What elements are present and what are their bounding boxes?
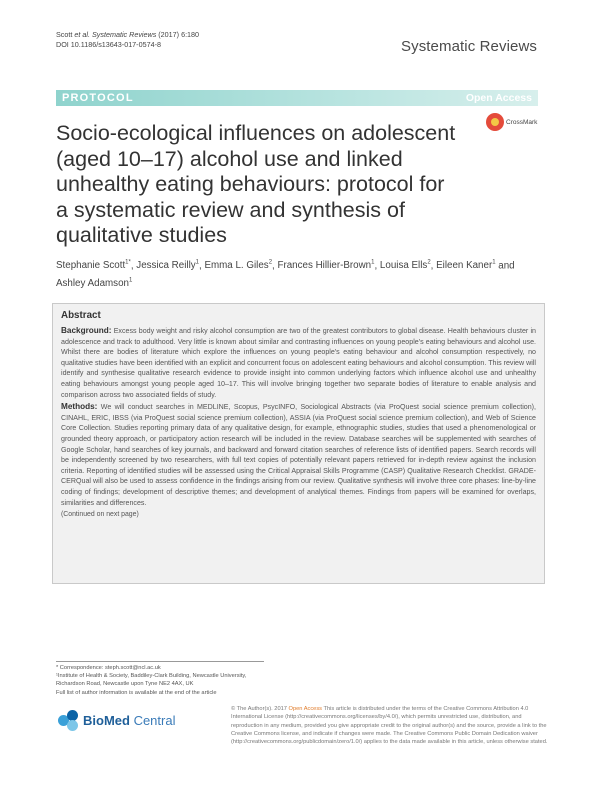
author[interactable] (56, 278, 132, 289)
author[interactable] (277, 260, 374, 271)
author-name: Eileen Kaner (436, 260, 493, 272)
article-title: Socio-ecological influences on adolescent (aged 10–17) alcohol use and linked unhealthy eating behaviours: protocol for a systematic review and synthesis of qualitative studies (56, 121, 456, 247)
author-affiliation: 1* (125, 260, 131, 266)
background-label: Background: (61, 326, 112, 335)
crossmark-icon (486, 113, 504, 131)
author-affiliation: 1 (492, 260, 496, 266)
license-statement (231, 705, 549, 746)
citation-volume: (2017) 6:180 (156, 30, 200, 39)
citation-etal: et al. (74, 30, 90, 39)
author[interactable] (204, 260, 272, 271)
license-text: This article is distributed under the terms of the Creative Commons Attribution 4.0 International License (http://creativecommons.org/licenses/by/4.0/), which permits unrestricted use, distribution, and reproduction in any medium, provided you give appropriate credit to the original author(s) and the source, provide a link to the Creative Commons license, and indicate if changes were made. The Creative Commons Public Domain Dedication waiver (http://creativecommons.org/publicdomain/zero/1.0/) applies to the data made available in this article, unless otherwise stated. (231, 706, 548, 746)
continued-note: (Continued on next page) (61, 511, 139, 519)
abstract-background (61, 326, 536, 400)
logo-text-bold: BioMed (83, 713, 130, 728)
author-name: Frances Hillier-Brown (277, 260, 372, 272)
author-affiliation: 2 (268, 260, 273, 266)
methods-text: We will conduct searches in MEDLINE, Scopus, PsycINFO, Sociological Abstracts (via ProQuest social science premium collection), CINAHL, ERIC, IBSS (via ProQuest social science premium collection), ASSIA (via ProQuest social science premium collection), and Web of Science Core Collection. Studies reporting primary data of any qualitative design, for example, ethnographic studies, studies that used a phenomenological or grounded theory approach, or participatory action research will be included in the review. Database searches will be supplemented with searches of Google Scholar, hand searches of key journals, and backward and forward citation searches of reference lists of identified papers. Search records will be independently screened by two researchers, with full text copies of potentially relevant papers retrieved for in-depth review against the inclusion criteria. Reporting of identified studies will be assessed using the Critical Appraisal Skills Programme (CASP) Qualitative Research Checklist. GRADE-CERQual will also be used to assess confidence in the findings arising from our review. Qualitative synthesis will involve three core phases: line-by-line coding of findings; development of descriptive themes; and development of analytical themes. Findings from papers will be examined for overlaps, similarities and differences. (61, 403, 536, 507)
citation-journal: Systematic Reviews (89, 30, 157, 39)
crossmark-label: CrossMark (506, 118, 538, 126)
footnotes (56, 664, 271, 697)
article-type-label: PROTOCOL (62, 92, 134, 104)
author-name: Emma L. Giles (204, 260, 269, 272)
author[interactable] (380, 260, 431, 271)
correspondence-note: * Correspondence: steph.scott@ncl.ac.uk (56, 665, 161, 671)
journal-name: Systematic Reviews (400, 38, 537, 55)
open-access-label: Open Access (465, 92, 532, 104)
author-affiliation: 1 (371, 260, 375, 266)
full-list-note: Full list of author information is available at the end of the article (56, 689, 217, 696)
author-name: Stephanie Scott (56, 260, 126, 272)
abstract-box (52, 303, 545, 584)
author-affiliation: 2 (427, 260, 431, 266)
author[interactable] (436, 260, 495, 271)
citation-authors: Scott (56, 30, 75, 39)
license-open-access: Open Access (288, 706, 323, 712)
citation-header (56, 30, 199, 50)
author[interactable] (56, 260, 131, 271)
author-name: Jessica Reilly (136, 260, 196, 272)
abstract-heading: Abstract (61, 310, 101, 321)
methods-label: Methods: (61, 402, 98, 412)
author-affiliation: 1 (128, 277, 133, 284)
author-list: Stephanie Scott$^{1*}$, Jessica Reilly$^1$, Emma L. Giles$^2$, Frances Hillier-Brown$^1$, Louisa Ells$^2$, Eileen Kaner$^1$ and Ashley Adamson$^1$ (56, 260, 515, 289)
article-type-band (56, 90, 538, 106)
author-name: Ashley Adamson (56, 277, 129, 289)
biomed-central-logo (58, 709, 176, 733)
license-prefix: © The Author(s). 2017 (231, 706, 289, 712)
abstract-methods (61, 402, 536, 508)
author-affiliation: 1 (195, 260, 199, 266)
footnote-divider (56, 661, 264, 662)
doi[interactable]: DOI 10.1186/s13643-017-0574-8 (56, 40, 161, 49)
author-name: Louisa Ells (379, 260, 428, 272)
crossmark-button[interactable] (486, 113, 546, 131)
affiliation-note: ¹Institute of Health & Society, Baddiley-Clark Building, Newcastle University, Richardson Road, Newcastle upon Tyne NE2 4AX, UK (56, 673, 247, 688)
background-text: Excess body weight and risky alcohol consumption are two of the greatest contributors to global disease. Health behaviours cluster in adolescence and track to adulthood. Very little is known about similar and contrasting influences on young people's eating behaviours and alcohol use. Whilst there are bodies of literature which explore the influences on young people's eating behaviour and alcohol consumption respectively, no qualitative studies have been identified with an explicit and concurrent focus on adolescent eating behaviours and alcohol consumption. This review will identify and synthesise qualitative research evidence to provide insight into common underlying factors which influence alcohol use and unhealthy eating behaviours amongst young people aged 10–17. This will involve bringing together two separate bodies of literature to enable analysis and comparison across two associated fields of study. (61, 327, 536, 399)
author[interactable] (136, 260, 199, 271)
biomed-central-logo-icon (58, 710, 80, 732)
logo-text-light: Central (129, 713, 176, 728)
